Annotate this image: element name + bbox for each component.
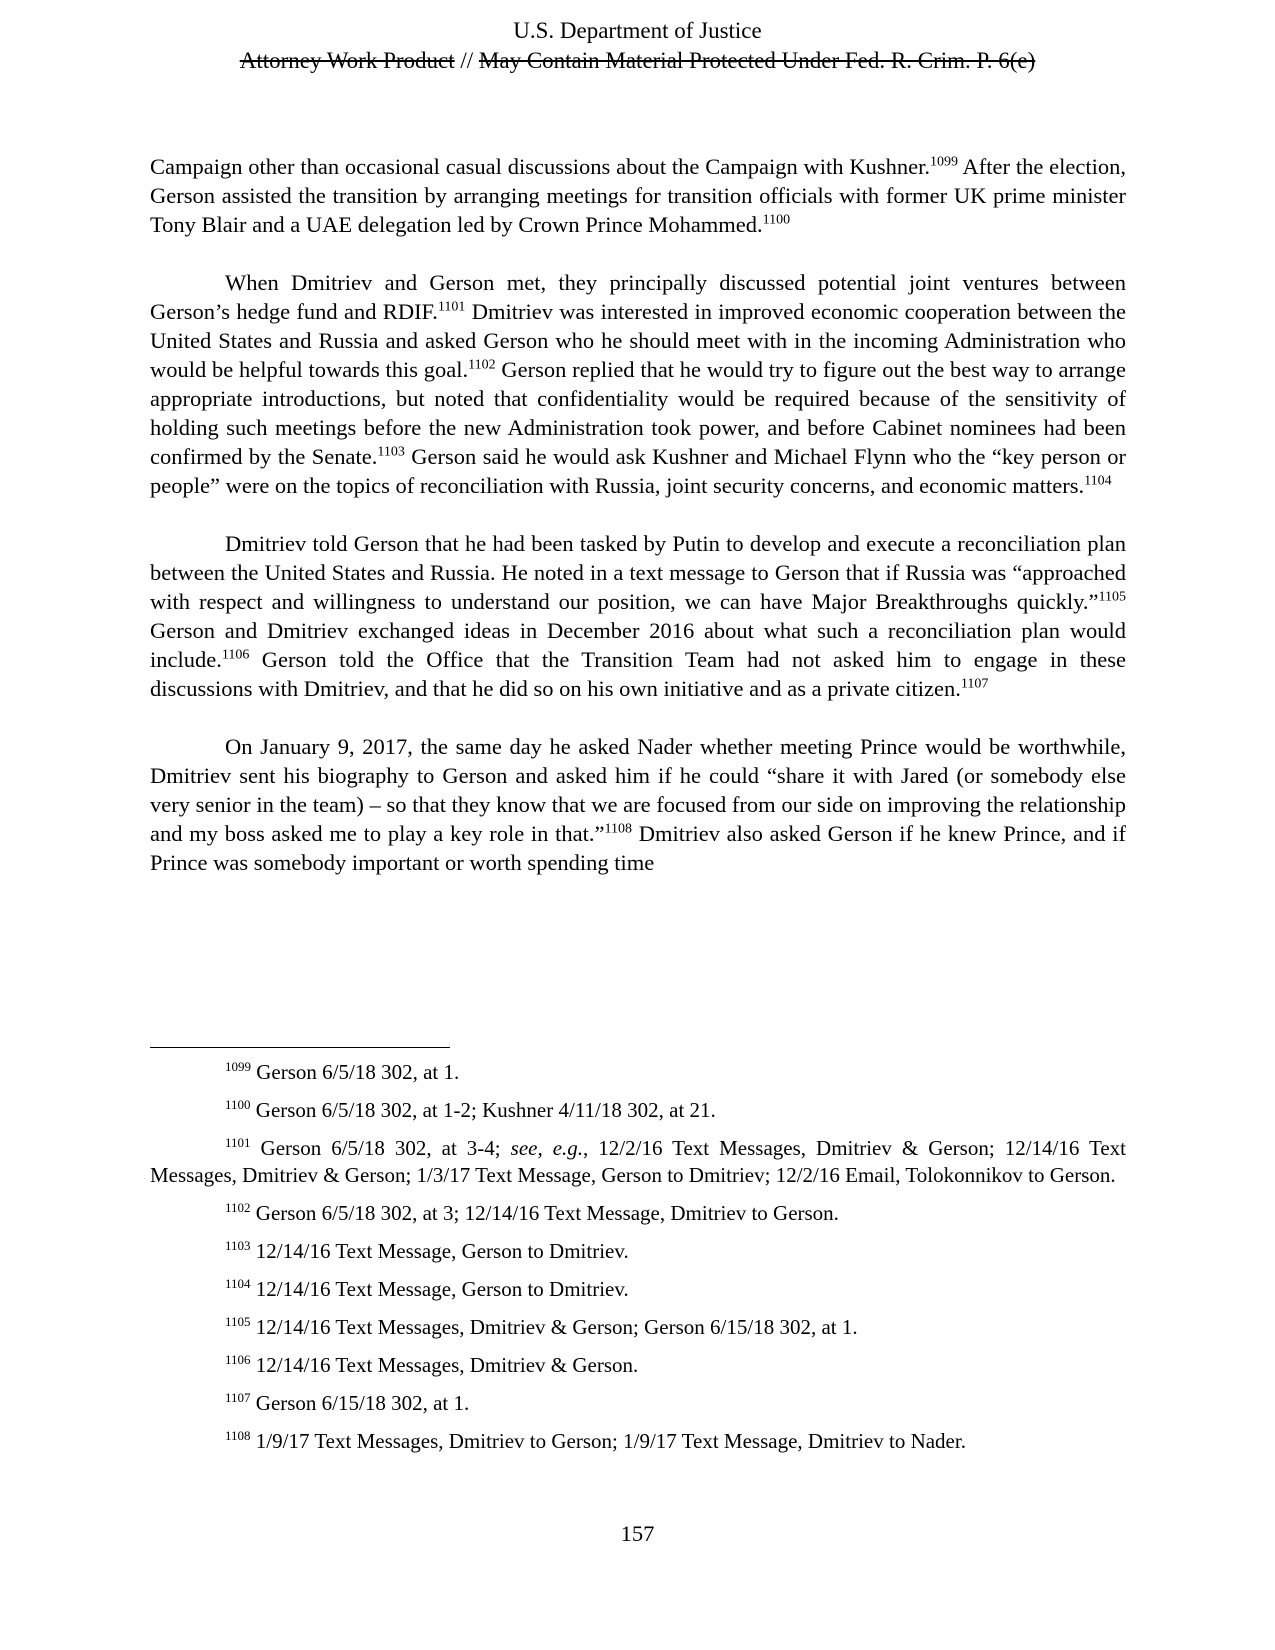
footnote-1102 xyxy=(150,1200,1126,1227)
footnote-1099 xyxy=(150,1059,1126,1086)
footnote-1107 xyxy=(150,1390,1126,1417)
main-text xyxy=(150,152,1126,877)
footnote-number: 1102 xyxy=(225,1200,251,1215)
footnote-number: 1101 xyxy=(225,1135,251,1150)
paragraph-text: Campaign other than occasional casual discussions about the Campaign with Kushner. xyxy=(150,154,930,179)
marking-separator: // xyxy=(454,48,479,73)
page-header xyxy=(0,16,1275,76)
paragraph-4 xyxy=(150,732,1126,877)
footnote-ref: 1099 xyxy=(929,154,958,170)
paragraph-3 xyxy=(150,529,1126,703)
footnote-text: , 12/2/16 Text Messages, Dmitriev & Gerson; 12/14/16 Text Messages, Dmitriev & Gerson; 1/3/17 Text Message, Gerson to Dmitriev; 12/2/16 Email, Tolokonnikov to Gerson. xyxy=(150,1136,1127,1187)
paragraph-2 xyxy=(150,268,1126,500)
footnote-number: 1100 xyxy=(225,1097,251,1112)
paragraph-text: Gerson told the Office that the Transition Team had not asked him to engage in these discussions with Dmitriev, and that he did so on his own initiative and as a private citizen. xyxy=(150,647,1126,701)
footnote-1100 xyxy=(150,1097,1126,1124)
grand-jury-marking: May Contain Material Protected Under Fed. R. Crim. P. 6(e) xyxy=(478,48,1036,73)
header-title: U.S. Department of Justice xyxy=(513,18,762,43)
footnote-ref: 1103 xyxy=(377,444,405,460)
footnote-number: 1108 xyxy=(225,1428,251,1443)
footnote-1106 xyxy=(150,1352,1126,1379)
footnote-ref: 1101 xyxy=(437,299,466,315)
footnotes xyxy=(150,1059,1126,1466)
footnote-ref: 1105 xyxy=(1098,589,1126,605)
footnote-number: 1099 xyxy=(225,1059,251,1074)
footnote-number: 1104 xyxy=(225,1276,251,1291)
footnote-1108 xyxy=(150,1428,1126,1455)
footnote-text: Gerson 6/15/18 302, at 1. xyxy=(250,1391,470,1415)
footnote-ref: 1104 xyxy=(1084,473,1112,489)
footnote-text: Gerson 6/5/18 302, at 1. xyxy=(251,1060,460,1084)
footnote-text: 12/14/16 Text Messages, Dmitriev & Gerson; Gerson 6/15/18 302, at 1. xyxy=(250,1315,858,1339)
footnote-text: Gerson 6/5/18 302, at 3; 12/14/16 Text Message, Dmitriev to Gerson. xyxy=(250,1201,839,1225)
paragraph-text: Dmitriev also asked Gerson if he knew Prince, and if Prince was somebody important or worth spending time xyxy=(150,821,1126,875)
footnote-1101 xyxy=(150,1135,1126,1189)
paragraph-text: After the election, Gerson assisted the transition by arranging meetings for transition officials with former UK prime minister Tony Blair and a UAE delegation led by Crown Prince Mohammed. xyxy=(150,154,1126,237)
paragraph-text: Dmitriev was interested in improved economic cooperation between the United States and Russia and asked Gerson who he should meet with in the incoming Administration who would be helpful towards this goal. xyxy=(150,299,1126,382)
paragraph-1 xyxy=(150,152,1126,239)
footnote-text: Gerson 6/5/18 302, at 3-4; xyxy=(250,1136,511,1160)
footnote-number: 1103 xyxy=(225,1238,251,1253)
footnote-number: 1105 xyxy=(225,1314,251,1329)
footnote-ref: 1107 xyxy=(960,676,989,692)
footnote-ref: 1100 xyxy=(762,212,791,228)
paragraph-text: Gerson said he would ask Kushner and Michael Flynn who the “key person or people” were on the topics of reconciliation with Russia, joint security concerns, and economic matters. xyxy=(150,444,1126,498)
footnote-text: 12/14/16 Text Messages, Dmitriev & Gerson. xyxy=(250,1353,639,1377)
paragraph-text: Gerson replied that he would try to figure out the best way to arrange appropriate introductions, but noted that confidentiality would be required because of the sensitivity of holding such meetings before the new Administration took power, and before Cabinet nominees had been confirmed by the Senate. xyxy=(150,357,1126,469)
footnote-text: 12/14/16 Text Message, Gerson to Dmitriev. xyxy=(250,1239,629,1263)
footnote-1104 xyxy=(150,1276,1126,1303)
paragraph-text: Dmitriev told Gerson that he had been tasked by Putin to develop and execute a reconciliation plan between the United States and Russia. He noted in a text message to Gerson that if Russia was “approached with respect and willingness to understand our position, we can have Major Breakthroughs quickly.” xyxy=(150,531,1126,614)
page-number: 157 xyxy=(620,1521,655,1546)
footnote-1103 xyxy=(150,1238,1126,1265)
work-product-marking: Attorney Work Product xyxy=(239,48,455,73)
footnote-1105 xyxy=(150,1314,1126,1341)
footnote-text: 12/14/16 Text Message, Gerson to Dmitriev. xyxy=(250,1277,629,1301)
paragraph-text: Gerson and Dmitriev exchanged ideas in December 2016 about what such a reconciliation plan would include. xyxy=(150,618,1126,672)
header-marking xyxy=(0,46,1275,76)
footnote-ref: 1102 xyxy=(468,357,496,373)
footnote-separator xyxy=(150,1047,450,1048)
footnote-number: 1107 xyxy=(225,1390,251,1405)
footnote-ref: 1108 xyxy=(604,821,632,837)
paragraph-text: On January 9, 2017, the same day he asked Nader whether meeting Prince would be worthwhile, Dmitriev sent his biography to Gerson and asked him if he could “share it with Jared (or somebody else very senior in the team) – so that they know that we are focused from our side on improving the relationship and my boss asked me to play a key role in that.” xyxy=(150,734,1126,846)
paragraph-text: When Dmitriev and Gerson met, they principally discussed potential joint ventures between Gerson’s hedge fund and RDIF. xyxy=(150,270,1126,324)
footnote-text: 1/9/17 Text Messages, Dmitriev to Gerson; 1/9/17 Text Message, Dmitriev to Nader. xyxy=(250,1429,966,1453)
footnote-italic: see, e.g. xyxy=(510,1136,584,1160)
footnote-text: Gerson 6/5/18 302, at 1-2; Kushner 4/11/18 302, at 21. xyxy=(250,1098,716,1122)
footnote-number: 1106 xyxy=(225,1352,251,1367)
footnote-ref: 1106 xyxy=(221,647,250,663)
